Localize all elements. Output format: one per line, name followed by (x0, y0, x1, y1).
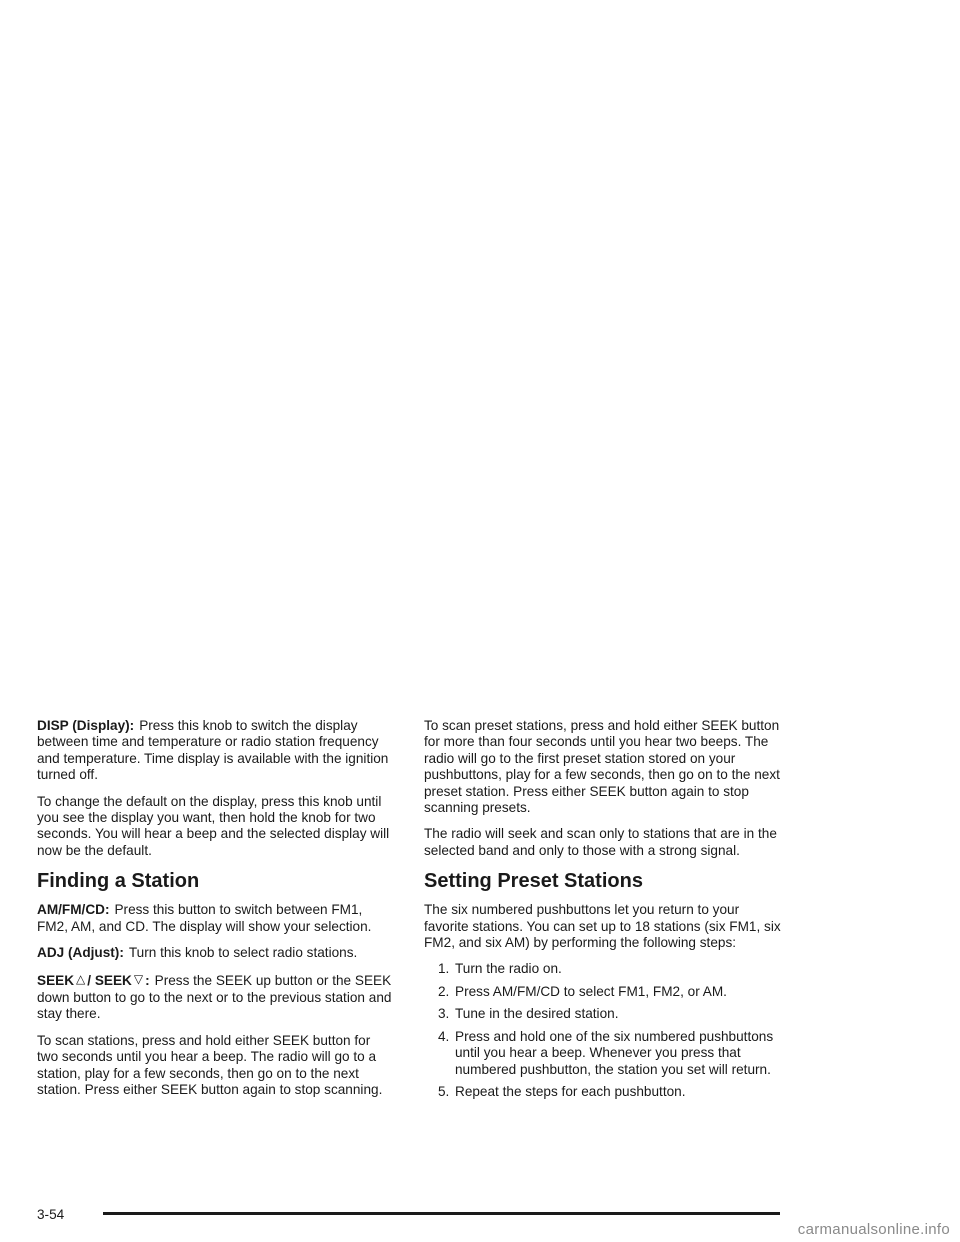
seek-down-label: SEEK (94, 973, 132, 989)
disp-label: DISP (Display): (37, 718, 135, 733)
page-number: 3-54 (37, 1207, 65, 1222)
step-text: Press AM/FM/CD to select FM1, FM2, or AM. (455, 983, 727, 999)
step-text: Repeat the steps for each pushbutton. (455, 1083, 686, 1099)
step-number: 3. (438, 1006, 450, 1022)
footer-divider (103, 1212, 780, 1215)
step-number: 4. (438, 1028, 450, 1044)
step-text: Press and hold one of the six numbered pushbuttons until you hear a beep. Whenever you press that numbered pushbutton, the station you set will return. (455, 1028, 774, 1077)
seek-paragraph (37, 971, 395, 1022)
finding-station-heading: Finding a Station (37, 870, 200, 893)
amfmcd-text: Press this button to switch between FM1, FM2, AM, and CD. The display will show your selection. (37, 902, 372, 934)
seek-down-icon: ▽ (133, 972, 144, 987)
disp-paragraph (37, 718, 395, 784)
adj-paragraph (37, 945, 395, 961)
seek-colon: : (145, 973, 150, 989)
disp-text: Press this knob to switch the display between time and temperature or radio station frequency and temperature. Time display is available with the ignition turned off. (37, 718, 389, 783)
step-number: 2. (438, 983, 450, 999)
seek-separator: / (87, 973, 92, 989)
change-default-paragraph: To change the default on the display, press this knob until you see the display you want, then hold the knob for two seconds. You will hear a beep and the selected display will now be the default. (37, 793, 390, 858)
seek-up-label: SEEK (37, 973, 75, 989)
seek-scan-note-paragraph: The radio will seek and scan only to stations that are in the selected band and only to those with a strong signal. (424, 826, 777, 858)
scan-presets-paragraph: To scan preset stations, press and hold either SEEK button for more than four seconds until you hear two beeps. The radio will go to the first preset station stored on your pushbuttons, play for a few seconds, then go on to the next preset station. Press either SEEK button again to stop scanning presets. (424, 718, 780, 816)
list-item (438, 1084, 782, 1100)
seek-text: Press the SEEK up button or the SEEK down button to go to the next or to the previous station and stay there. (37, 973, 392, 1022)
step-number: 1. (438, 961, 450, 977)
setting-preset-heading: Setting Preset Stations (424, 870, 643, 893)
list-item (438, 1006, 782, 1022)
scan-paragraph: To scan stations, press and hold either SEEK button for two seconds until you hear a beep. The radio will go to a station, play for a few seconds, then go on to the next station. Press either SEEK button again to stop scanning. (37, 1032, 383, 1097)
step-number: 5. (438, 1083, 450, 1099)
amfmcd-paragraph (37, 902, 395, 935)
left-column (37, 718, 395, 1108)
list-item (438, 961, 782, 977)
right-column (424, 718, 782, 1106)
step-text: Tune in the desired station. (455, 1006, 619, 1022)
step-text: Turn the radio on. (455, 961, 562, 977)
preset-intro-paragraph: The six numbered pushbuttons let you return to your favorite stations. You can set up to 18 stations (six FM1, six FM2, and six AM) by performing the following steps: (424, 902, 781, 951)
preset-steps-list (424, 961, 782, 1100)
watermark-text: carmanualsonline.info (797, 1221, 950, 1238)
list-item (438, 1029, 782, 1078)
adj-label: ADJ (Adjust): (37, 945, 124, 961)
seek-up-icon: △ (76, 972, 86, 987)
amfmcd-label: AM/FM/CD: (37, 902, 110, 918)
adj-text: Turn this knob to select radio stations. (128, 945, 358, 961)
list-item (438, 984, 782, 1000)
